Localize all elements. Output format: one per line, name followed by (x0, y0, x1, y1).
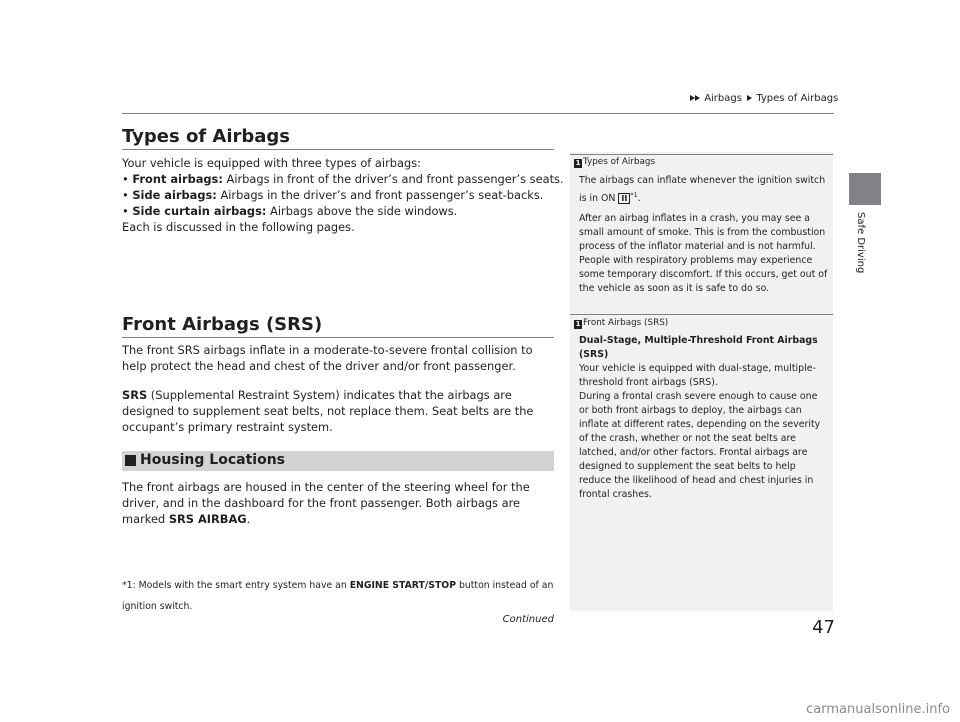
note-types-of-airbags-p1 (579, 174, 829, 206)
note-divider (570, 154, 833, 155)
note-divider (570, 314, 833, 315)
side-tab-label (854, 212, 866, 292)
bullet-dot: • (122, 188, 129, 202)
bullet-side-airbags (122, 187, 554, 203)
housing-locations-bar (122, 451, 554, 471)
front-airbags-para-2 (122, 387, 554, 435)
note-text: The airbags can inflate whenever the ignition switch is in ON (579, 175, 826, 205)
heading-divider (122, 149, 554, 150)
breadcrumb (690, 93, 839, 104)
note-title-text: Front Airbags (SRS) (583, 318, 669, 328)
continued-label: Continued (502, 614, 554, 625)
srs-description: (Supplemental Restraint System) indicates that the airbags are designed to supplement seat belts, not replace them. Seat belts are the occupant’s primary restraint system. (122, 388, 534, 434)
housing-locations-heading: Housing Locations (140, 452, 285, 468)
srs-airbag-term: SRS AIRBAG (168, 512, 247, 526)
types-outro-text: Each is discussed in the following pages. (122, 220, 355, 234)
header-divider (122, 113, 834, 114)
footnote-term: ENGINE START/STOP (349, 580, 457, 591)
section-square-icon (125, 455, 136, 466)
footnote-suffix: button instead of an ignition switch. (122, 580, 554, 612)
side-tab-marker (849, 173, 881, 205)
housing-end: . (246, 512, 251, 526)
footnote-ref: *1 (630, 191, 638, 199)
note-front-airbags-p1: Your vehicle is equipped with dual-stage, multiple-threshold front airbags (SRS). (579, 363, 816, 388)
note-marker-icon: 1 (575, 320, 581, 328)
ignition-on-key-icon: II (618, 193, 630, 204)
note-text-end: . (637, 193, 641, 205)
types-of-airbags-heading: Types of Airbags (122, 126, 291, 147)
side-tab-text: Safe Driving (855, 212, 866, 274)
footnote-prefix: *1: Models with the smart entry system have an (122, 580, 350, 591)
bullet-side-curtain-airbags (122, 203, 554, 219)
note-marker-icon: 1 (575, 159, 581, 167)
note-title-text: Types of Airbags (583, 157, 656, 167)
note-front-airbags-title (574, 318, 668, 329)
heading-divider (122, 337, 554, 338)
breadcrumb-item-types-of-airbags[interactable]: Types of Airbags (756, 93, 839, 104)
footnote (122, 575, 554, 617)
note-front-airbags-subtitle (579, 334, 829, 362)
bullet-dot: • (122, 204, 129, 218)
housing-locations-para (122, 479, 554, 527)
page-number: 47 (812, 617, 835, 638)
bullet-dot: • (122, 172, 129, 186)
bullet-term: Front airbags: (132, 172, 223, 186)
watermark-text: carmanualsonline.info (806, 702, 950, 717)
breadcrumb-item-airbags[interactable]: Airbags (704, 93, 742, 104)
housing-text: The front airbags are housed in the center of the steering wheel for the driver, and in the dashboard for the front passenger. Both airbags are marked (122, 480, 530, 526)
bullet-text: Airbags in the driver’s and front passenger’s seat-backs. (216, 188, 544, 202)
types-intro-text: Your vehicle is equipped with three types of airbags: (122, 156, 421, 170)
note-types-of-airbags-p2: After an airbag inflates in a crash, you may see a small amount of smoke. This is from the combustion process of the inflator material and is not harmful. People with respiratory problems may experience some temporary discomfort. If this occurs, get out of the vehicle as soon as it is safe to do so. (579, 213, 828, 294)
note-types-of-airbags-title (574, 157, 655, 168)
note-subtitle-text: Dual-Stage, Multiple-Threshold Front Airbags (SRS) (579, 335, 818, 360)
arrow-right-icon (747, 95, 752, 101)
bullet-term: Side curtain airbags: (132, 204, 267, 218)
bullet-text: Airbags in front of the driver’s and front passenger’s seats. (222, 172, 564, 186)
arrow-right-icon (695, 95, 700, 101)
srs-term: SRS (122, 388, 148, 402)
front-airbags-para-1: The front SRS airbags inflate in a moderate-to-severe frontal collision to help protect the head and chest of the driver and/or front passenger. (122, 343, 533, 373)
bullet-front-airbags (122, 171, 564, 187)
front-airbags-heading: Front Airbags (SRS) (122, 314, 323, 335)
bullet-text: Airbags above the side windows. (266, 204, 458, 218)
note-front-airbags-p2: During a frontal crash severe enough to cause one or both front airbags to deploy, the airbags can inflate at different rates, depending on the severity of the crash, whether or not the seat belts are latched, and/or other factors. Frontal airbags are designed to supplement the seat belts to help reduce the likelihood of head and chest injuries in frontal crashes. (579, 391, 821, 500)
bullet-term: Side airbags: (132, 188, 217, 202)
watermark (0, 700, 960, 722)
